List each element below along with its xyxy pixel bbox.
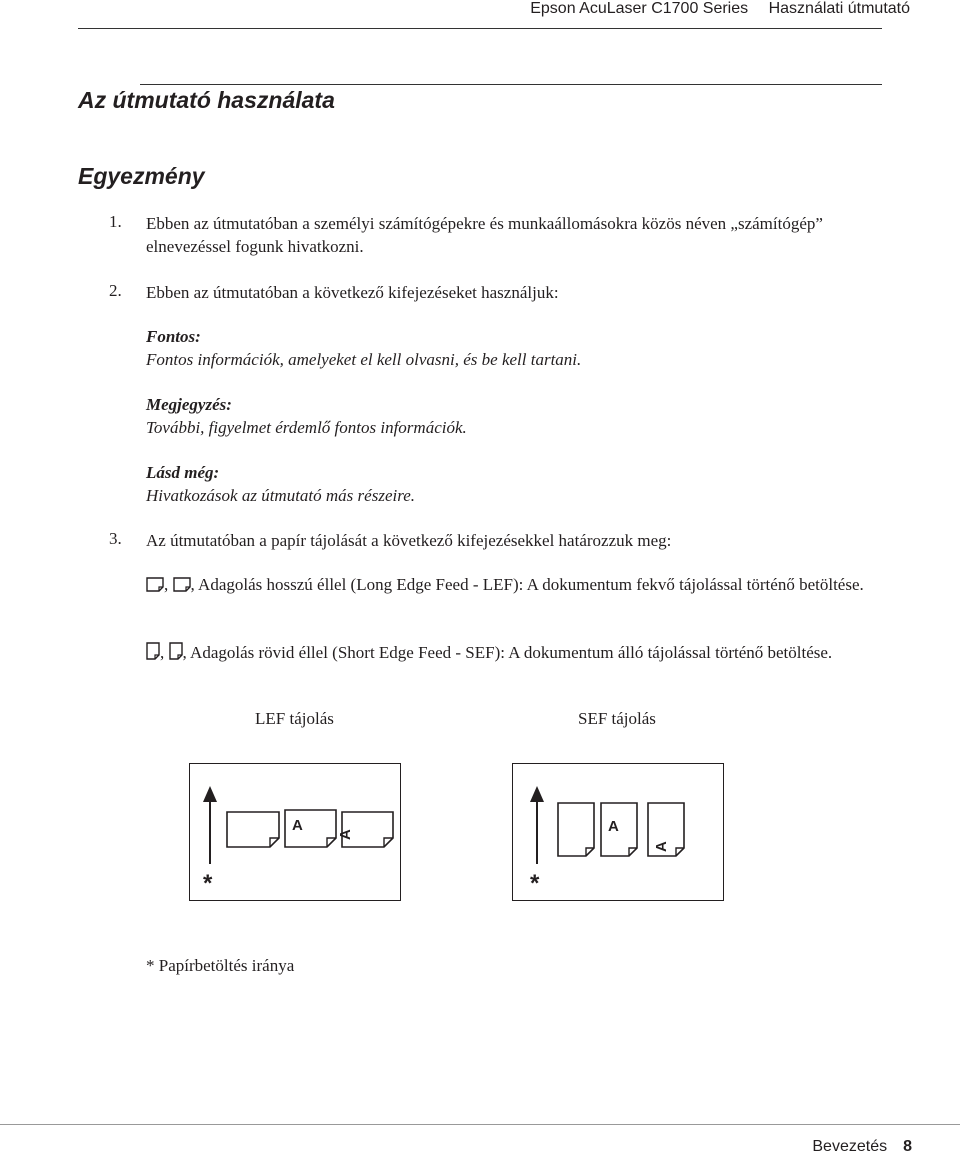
footer-rule [0,1124,960,1125]
note-title: Fontos: [146,327,201,346]
list-item-text: Ebben az útmutatóban a személyi számítógépekre és munkaállomásokra közös néven „számítógép” elnevezéssel fogunk hivatkozni. [146,214,823,256]
running-header [514,0,910,18]
icon-separator: , [160,643,165,662]
sef-rotated-icon [169,642,183,660]
sef-diagram [512,763,724,901]
list-item-text: Ebben az útmutatóban a következő kifejezéseket használjuk: [146,283,559,302]
note-title: Lásd még: [146,463,220,482]
lef-sheet-blank [227,812,279,847]
footer-section: Bevezetés [812,1138,888,1155]
page-title: Az útmutató használata [78,87,335,113]
arrow-head [203,786,217,802]
header-product: Epson AcuLaser C1700 Series [530,0,749,17]
section-heading: Egyezmény [78,163,205,189]
lef-paragraph [146,573,886,596]
page-number: 8 [903,1138,912,1155]
lef-landscape-icon [146,576,164,592]
sef-sheet-rotated-a [648,803,684,856]
feed-direction-marker: * [203,870,213,897]
sheet-letter: A [653,841,670,852]
sef-description: , Adagolás rövid éllel (Short Edge Feed - SEF): A dokumentum álló tájolással történő betöltése. [182,643,833,662]
feed-direction-marker: * [530,870,540,897]
lef-sheet-rotated-a [337,812,393,847]
lef-rotated-icon [173,576,191,592]
list-number: 1. [109,212,122,231]
note-body: További, figyelmet érdemlő fontos információk. [146,418,467,437]
sef-sheet-upright-a [601,803,637,856]
header-rule [78,28,882,29]
note-body: Fontos információk, amelyeket el kell olvasni, és be kell tartani. [146,350,582,369]
header-doc-title: Használati útmutató [768,0,910,17]
icon-separator: , [164,575,169,594]
sef-sheet-blank [558,803,594,856]
list-item-text: Az útmutatóban a papír tájolását a következő kifejezésekkel határozzuk meg: [146,531,672,550]
sheet-letter: A [337,829,354,840]
lef-diagram-label: LEF tájolás [255,709,334,728]
diagram-footnote: * Papírbetöltés iránya [146,956,295,975]
lef-sheet-upright-a [285,810,336,847]
sheet-letter: A [608,818,619,835]
lef-description: , Adagolás hosszú éllel (Long Edge Feed - LEF): A dokumentum fekvő tájolással történő betöltése. [190,575,864,594]
page-footer [812,1138,912,1156]
sef-portrait-icon [146,642,160,660]
note-important [146,325,581,371]
note-remark [146,393,467,439]
lef-diagram [189,763,401,901]
title-rule [140,84,882,85]
sef-paragraph [146,641,886,664]
sef-diagram-drawing [513,764,723,900]
list-number: 3. [109,529,122,548]
note-title: Megjegyzés: [146,395,232,414]
note-see-also [146,461,415,507]
sheet-letter: A [292,817,303,834]
list-number: 2. [109,281,122,300]
note-body: Hivatkozások az útmutató más részeire. [146,486,415,505]
lef-diagram-drawing [190,764,400,900]
sef-diagram-label: SEF tájolás [578,709,656,728]
arrow-head [530,786,544,802]
